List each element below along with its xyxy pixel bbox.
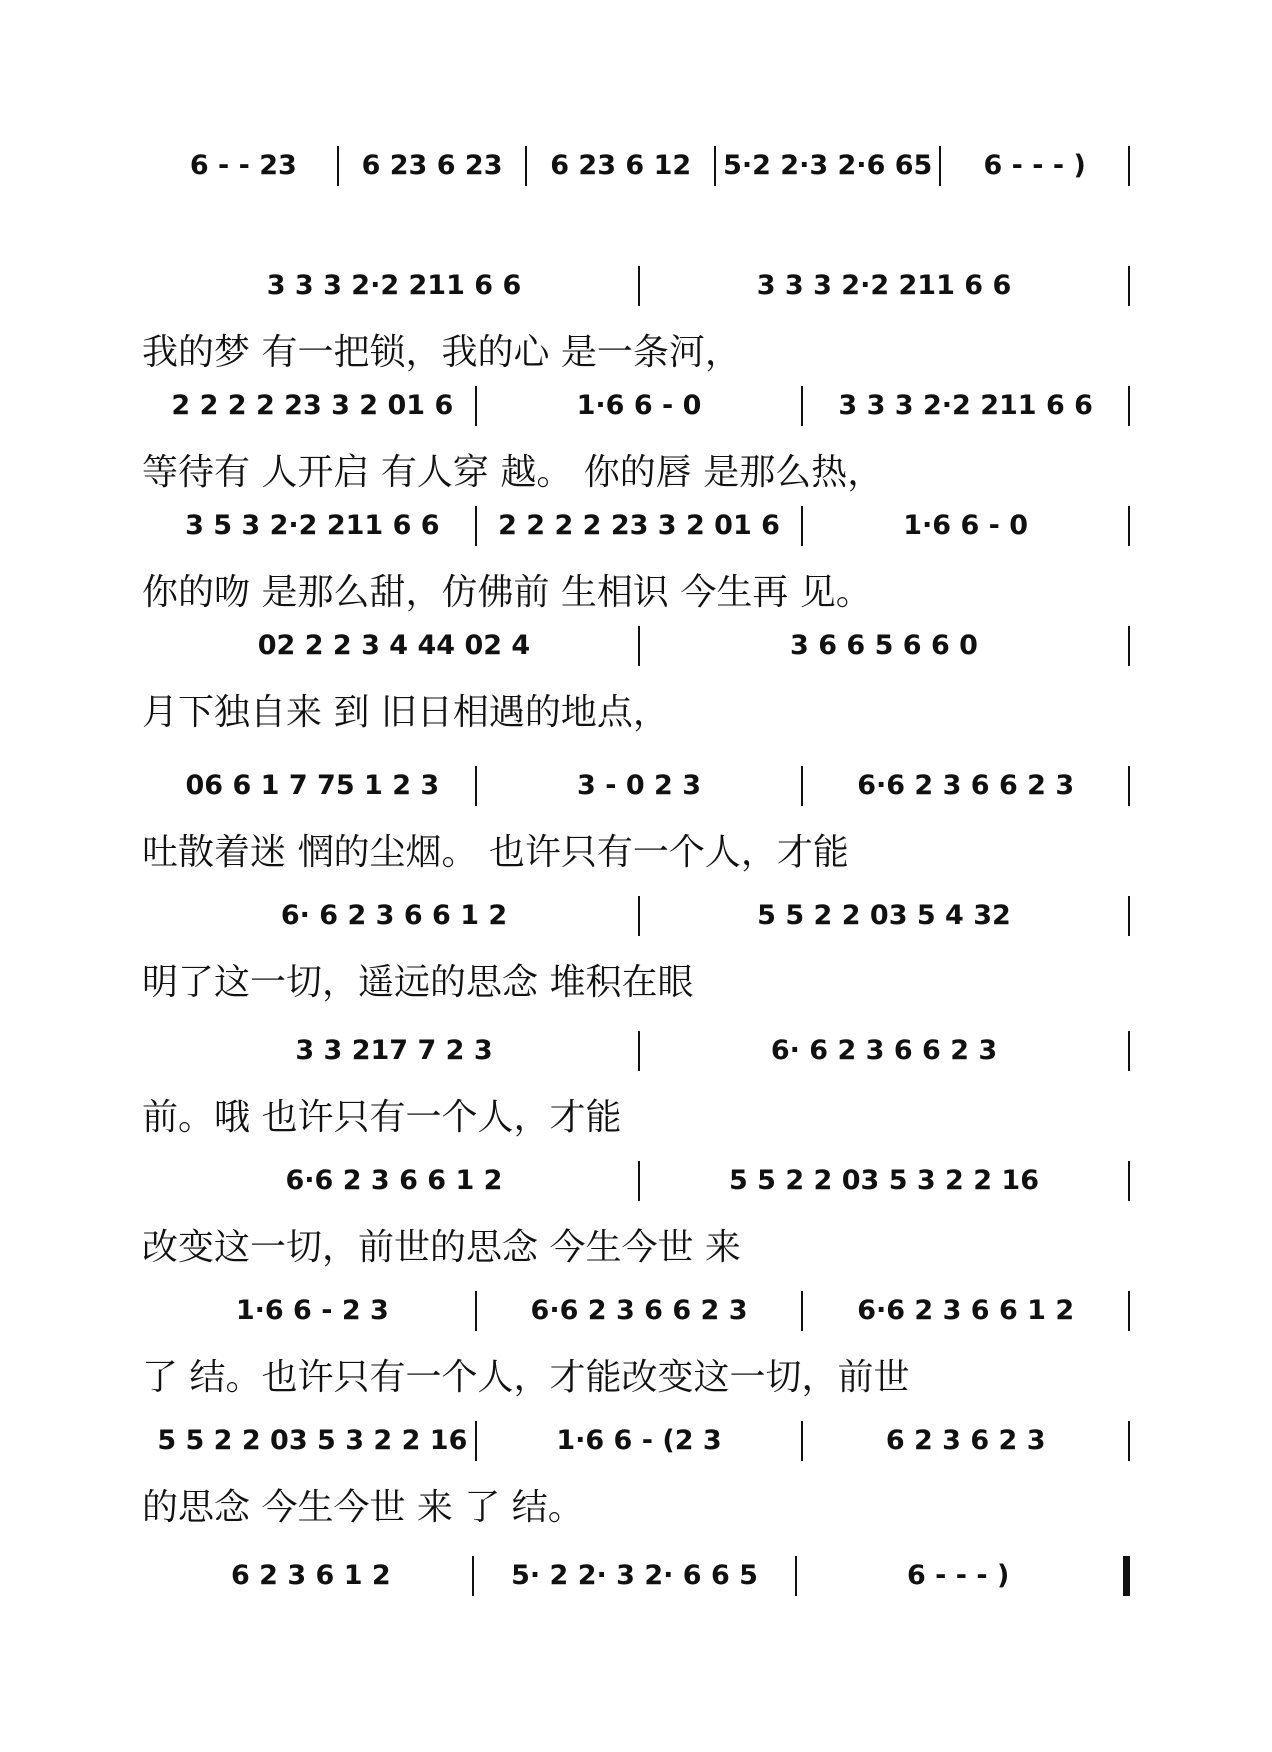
note: 6 - - - ): [983, 150, 1086, 181]
barline: [1128, 766, 1130, 806]
measure: [150, 1165, 638, 1196]
note: 5·2 2·3 2·6 65: [723, 150, 933, 181]
measure: [477, 390, 802, 421]
note: 6 2 3 6 1 2: [230, 1560, 391, 1591]
note: 3 - 0 2 3: [577, 770, 701, 801]
lyrics-line: [142, 1349, 1142, 1399]
notation-row: [150, 1425, 1130, 1469]
note: 6·6 2 3 6 6 2 3: [857, 770, 1075, 801]
measure: [640, 630, 1128, 661]
final-barline: [1123, 1556, 1130, 1596]
measure: [803, 1425, 1128, 1456]
measure: [803, 1295, 1128, 1326]
barline: [1128, 266, 1130, 306]
score-system-8: [142, 1035, 1130, 1165]
barline: [1128, 896, 1130, 936]
lyrics-line: [142, 954, 1142, 1004]
note: 5 5 2 2 03 5 3 2 2 16: [728, 1165, 1040, 1196]
notation-row: [150, 390, 1130, 434]
note: 6· 6 2 3 6 6 1 2: [280, 900, 508, 931]
score-system-11: [142, 1425, 1130, 1555]
score-system-3: [142, 390, 1130, 520]
measure: [474, 1560, 796, 1591]
note: 6 23 6 12: [550, 150, 692, 181]
lyrics-line: [142, 324, 1142, 374]
lyrics-text: 吐散着迷 惘的尘烟。 也许只有一个人，才能: [142, 832, 849, 873]
measure: [150, 510, 475, 541]
notation-row: [150, 510, 1130, 554]
note: 5 5 2 2 03 5 3 2 2 16: [157, 1425, 468, 1456]
lyrics-text: 我的梦 有一把锁，我的心 是一条河，: [142, 332, 741, 373]
note: 3 5 3 2·2 211 6 6: [185, 510, 440, 541]
barline: [1128, 146, 1130, 186]
note: 3 3 217 7 2 3: [295, 1035, 493, 1066]
lyrics-line: [142, 1479, 1142, 1529]
measure: [150, 1425, 475, 1456]
barline: [1128, 1421, 1130, 1461]
note: 6 23 6 23: [361, 150, 503, 181]
note: 3 6 6 5 6 6 0: [790, 630, 978, 661]
note: 1·6 6 - 2 3: [235, 1295, 389, 1326]
score-system-10: [142, 1295, 1130, 1425]
measure: [527, 150, 714, 181]
notation-row: [150, 1035, 1130, 1079]
lyrics-text: 你的吻 是那么甜，仿佛前 生相识 今生再 见。: [142, 572, 872, 613]
barline: [1128, 1031, 1130, 1071]
measure: [150, 630, 638, 661]
measure: [150, 270, 638, 301]
notation-row: [150, 150, 1130, 194]
note: 6·6 2 3 6 6 2 3: [530, 1295, 748, 1326]
measure: [477, 1295, 802, 1326]
lyrics-text: 的思念 今生今世 来 了 结。: [142, 1487, 584, 1528]
lyrics-line: [142, 564, 1142, 614]
score-system-12: [150, 1560, 1130, 1690]
lyrics-text: 前。哦 也许只有一个人，才能: [142, 1097, 622, 1138]
measure: [640, 1165, 1128, 1196]
note: 5· 2 2· 3 2· 6 6 5: [511, 1560, 758, 1591]
measure: [640, 1035, 1128, 1066]
measure: [150, 150, 337, 181]
notation-row: [150, 1165, 1130, 1209]
measure: [803, 770, 1128, 801]
barline: [1128, 626, 1130, 666]
measure: [150, 390, 475, 421]
measure: [150, 900, 638, 931]
measure: [150, 1035, 638, 1066]
lyrics-line: [142, 824, 1142, 874]
note: 3 3 3 2·2 211 6 6: [756, 270, 1012, 301]
lyrics-text: 等待有 人开启 有人穿 越。 你的唇 是那么热，: [142, 452, 884, 493]
note: 6· 6 2 3 6 6 2 3: [770, 1035, 998, 1066]
measure: [716, 150, 939, 181]
note: 02 2 2 3 4 44 02 4: [257, 630, 531, 661]
note: 1·6 6 - 0: [576, 390, 702, 421]
lyrics-text: 改变这一切，前世的思念 今生今世 来: [142, 1227, 741, 1268]
notation-row: [150, 1295, 1130, 1339]
score-system-1: [150, 150, 1130, 280]
score-system-6: [142, 770, 1130, 900]
lyrics-text: 明了这一切，遥远的思念 堆积在眼: [142, 962, 694, 1003]
note: 6 2 3 6 2 3: [885, 1425, 1046, 1456]
lyrics-text: 月下独自来 到 旧日相遇的地点，: [142, 692, 669, 733]
note: 6 - - 23: [189, 150, 297, 181]
notation-row: [150, 900, 1130, 944]
measure: [150, 1560, 472, 1591]
lyrics-line: [142, 444, 1142, 494]
lyrics-line: [142, 684, 1142, 734]
lyrics-text: 了 结。也许只有一个人，才能改变这一切，前世: [142, 1357, 910, 1398]
note: 5 5 2 2 03 5 4 32: [757, 900, 1011, 931]
measure: [477, 510, 802, 541]
note: 1·6 6 - (2 3: [556, 1425, 722, 1456]
score-system-5: [142, 630, 1130, 760]
notation-row: [150, 1560, 1130, 1604]
note: 6·6 2 3 6 6 1 2: [857, 1295, 1075, 1326]
measure: [150, 770, 475, 801]
score-system-9: [142, 1165, 1130, 1295]
note: 2 2 2 2 23 3 2 01 6: [498, 510, 780, 541]
barline: [1128, 506, 1130, 546]
notation-row: [150, 630, 1130, 674]
score-system-7: [142, 900, 1130, 1030]
measure: [797, 1560, 1119, 1591]
measure: [941, 150, 1128, 181]
lyrics-line: [142, 1089, 1142, 1139]
measure: [803, 390, 1128, 421]
measure: [477, 770, 802, 801]
measure: [640, 270, 1128, 301]
note: 3 3 3 2·2 211 6 6: [838, 390, 1093, 421]
note: 3 3 3 2·2 211 6 6: [266, 270, 522, 301]
lyrics-line: [142, 1219, 1142, 1269]
note: 6·6 2 3 6 6 1 2: [285, 1165, 503, 1196]
barline: [1128, 386, 1130, 426]
note: 1·6 6 - 0: [903, 510, 1029, 541]
note: 6 - - - ): [907, 1560, 1010, 1591]
measure: [640, 900, 1128, 931]
measure: [339, 150, 526, 181]
score-system-4: [142, 510, 1130, 640]
score-system-2: [142, 270, 1130, 400]
measure: [150, 1295, 475, 1326]
measure: [477, 1425, 802, 1456]
note: 06 6 1 7 75 1 2 3: [185, 770, 440, 801]
note: 2 2 2 2 23 3 2 01 6: [171, 390, 454, 421]
measure: [803, 510, 1128, 541]
barline: [1128, 1161, 1130, 1201]
barline: [1128, 1291, 1130, 1331]
notation-row: [150, 770, 1130, 814]
notation-row: [150, 270, 1130, 314]
